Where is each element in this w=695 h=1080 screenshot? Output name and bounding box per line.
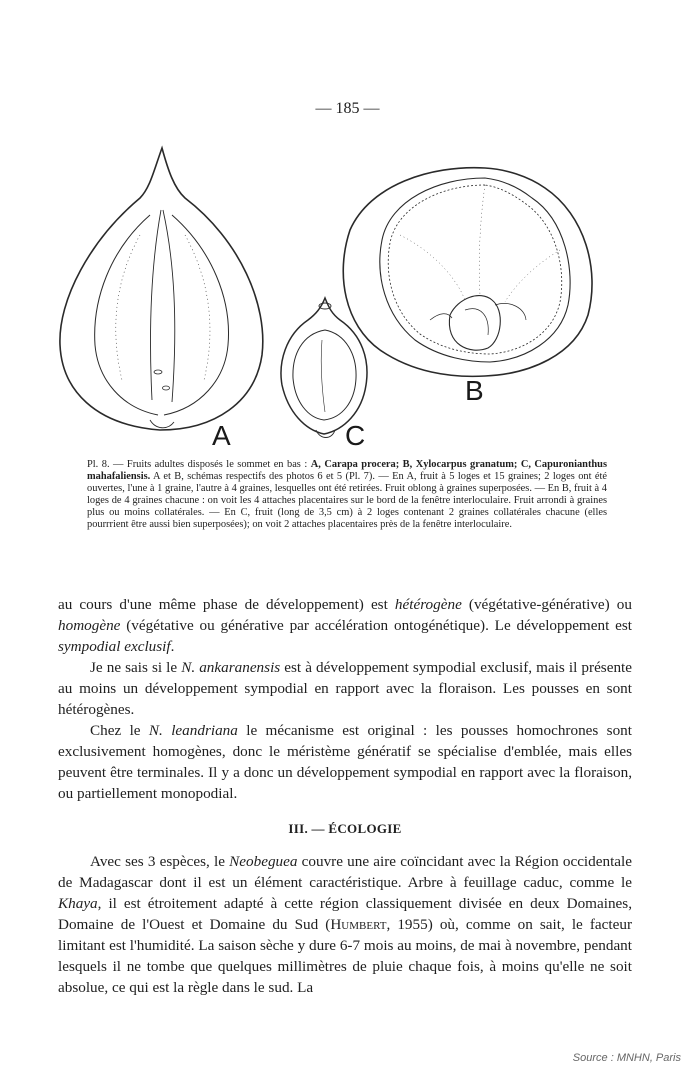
italic-term: Neobeguea (229, 853, 298, 870)
text-run: est à développement sympodial exclusif, mais il présente au moins un développement sympodial en rapport avec la floraison. Les pousses en sont hétérogènes. (58, 659, 633, 718)
paragraph (58, 594, 632, 657)
paragraph (58, 657, 632, 720)
author-name: Humbert (330, 916, 387, 933)
fruit-b-drawing (343, 168, 592, 377)
text-run: Je ne sais si le (90, 659, 182, 676)
text-run: . (170, 638, 175, 655)
page-number: — 185 — (315, 100, 380, 117)
figure-label-c: C (345, 420, 366, 450)
text-run: (végétative-générative) ou (461, 596, 632, 613)
italic-term: Khaya (58, 895, 98, 912)
text-run: couvre une aire coïncidant avec la Région occidentale de Madagascar dont il est un élément caractéristique. Arbre à feuillage caduc, comme le (58, 853, 632, 891)
caption-intro: Pl. 8. — Fruits adultes disposés le sommet en bas : (87, 459, 311, 470)
text-run: (végétative ou générative par accélération ontogénétique). Le développement est (120, 617, 632, 634)
paragraph (58, 720, 632, 804)
italic-term: N. leandriana (148, 722, 238, 739)
text-run: au cours d'une même phase de développement) est (58, 596, 395, 613)
caption-species: A, Carapa procera; B, Xylocarpus granatum; C, Capuronianthus mahafaliensis. (87, 459, 607, 483)
text-run: , il est étroitement adapté à cette région classiquement divisée en deux Domaines, Domaine de l'Ouest et Domaine du Sud ( (58, 895, 632, 933)
italic-term: sympodial exclusif (58, 638, 171, 655)
fruit-a-drawing (60, 148, 263, 430)
paragraph (58, 851, 632, 998)
caption-description: A et B, schémas respectifs des photos 6 et 5 (Pl. 7). — En A, fruit à 5 loges et 15 graines; 2 loges ont été ouvertes, l'une à 1 graine, l'autre à 4 graines, lesquelles ont été retirées. Fruit oblong à graines superposées. — En B, fruit à 4 loges de 4 graines chacune : on voit les 4 attaches placentaires sur le bord de la fenêtre interloculaire. Fruit arrondi à graines plus ou moins collatérales. — En C, fruit (long de 3,5 cm) à 2 loges contenant 2 graines collatérales chacune (elles pourrrient être aussi bien superposées); on voit 2 attaches placentaires près de la fenêtre interloculaire. (87, 471, 607, 531)
source-credit: Source : MNHN, Paris (572, 1052, 681, 1064)
figure-caption (87, 459, 607, 532)
body-text (58, 594, 632, 998)
text-run: , 1955) où, comme on sait, le facteur limitant est l'humidité. La saison sèche y dure 6-7 mois au moins, de mai à novembre, pendant lesquels il ne tombe que quelques millimètres de pluie chaque fois, à moins qu'elle ne soit absolue, ce qui est la règle dans le sud. La (58, 916, 633, 996)
text-run: le mécanisme est original : les pousses homochrones sont exclusivement homogènes, donc le méristème génératif se spécialise d'emblée, mais elles peuvent être terminales. Il y a donc un développement sympodial en rapport avec la floraison, ou partiellement monopodial. (58, 722, 632, 802)
section-heading: III. — ÉCOLOGIE (288, 821, 402, 836)
fruit-drawings (40, 140, 660, 450)
text-run: Avec ses 3 espèces, le (90, 853, 230, 870)
italic-term: hétérogène (394, 596, 462, 613)
figure-label-a: A (212, 420, 231, 450)
italic-term: homogène (58, 617, 121, 634)
figure-label-b: B (465, 375, 484, 406)
italic-term: N. ankaranensis (181, 659, 281, 676)
text-run: Chez le (90, 722, 149, 739)
botanical-figure (40, 140, 660, 450)
